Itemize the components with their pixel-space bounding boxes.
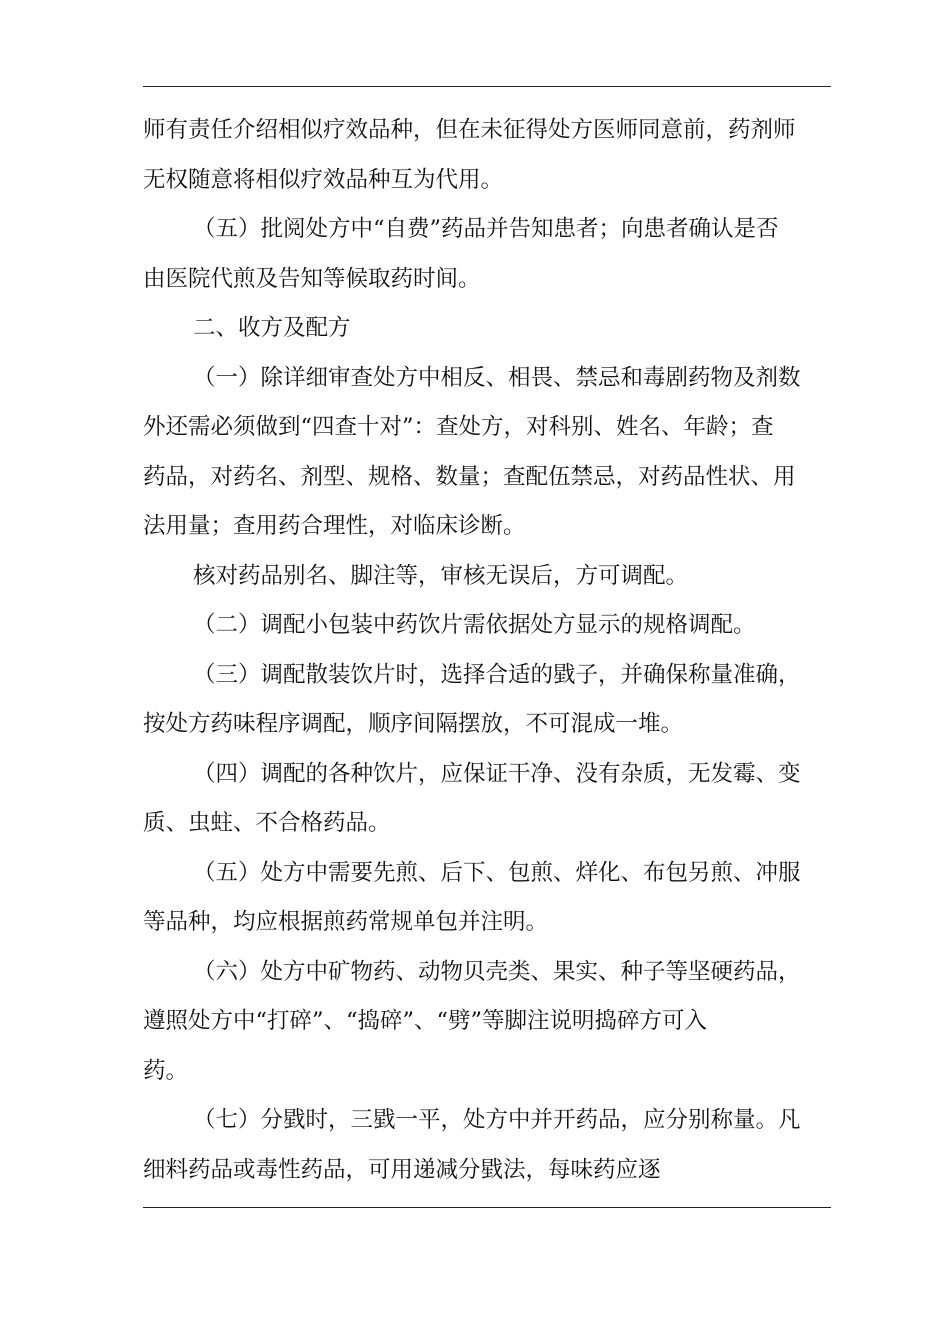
- document-body: [143, 106, 831, 1195]
- text-line: 药品，对药名、剂型、规格、数量；查配伍禁忌，对药品性状、用: [143, 463, 796, 490]
- text-line: （六）处方中矿物药、动物贝壳类、果实、种子等坚硬药品，: [193, 958, 801, 985]
- text-line: （五）批阅处方中“自费”药品并告知患者；向患者确认是否: [193, 216, 779, 242]
- text-line: 法用量；查用药合理性，对临床诊断。: [143, 513, 526, 539]
- paragraph-7: [143, 651, 831, 750]
- text-line: 无权随意将相似疗效品种互为代用。: [143, 166, 504, 193]
- paragraph-6: [143, 601, 831, 651]
- paragraph-8: [143, 750, 831, 849]
- text-line: （四）调配的各种饮片，应保证干净、没有杂质，无发霉、变: [193, 760, 801, 787]
- paragraph-1: [143, 106, 831, 205]
- text-line: 按处方药味程序调配，顺序间隔摆放，不可混成一堆。: [143, 711, 684, 737]
- paragraph-9: [143, 849, 831, 948]
- text-line: 等品种，均应根据煎药常规单包并注明。: [143, 909, 549, 935]
- paragraph-11: [143, 1096, 831, 1195]
- text-line: 细料药品或毒性药品，可用递减分戥法，每味药应逐: [143, 1156, 661, 1183]
- paragraph-10: [143, 948, 831, 1097]
- section-heading: [143, 304, 831, 354]
- text-line: 二、收方及配方: [193, 315, 351, 341]
- text-line: 质、虫蛀、不合格药品。: [143, 810, 391, 836]
- text-line: （五）处方中需要先煎、后下、包煎、烊化、布包另煎、冲服: [193, 859, 801, 886]
- text-line: （三）调配散装饮片时，选择合适的戥子，并确保称量准确，: [193, 661, 801, 688]
- header-rule: [143, 86, 831, 87]
- text-line: 遵照处方中“打碎”、“捣碎”、“劈”等脚注说明捣碎方可入: [143, 1008, 708, 1034]
- text-line: 药。: [143, 1057, 189, 1084]
- text-line: （一）除详细审查处方中相反、相畏、禁忌和毒剧药物及剂数: [193, 364, 801, 391]
- footer-rule: [143, 1207, 831, 1208]
- text-line: 核对药品别名、脚注等，审核无误后，方可调配。: [193, 562, 689, 589]
- text-line: 外还需必须做到“四查十对”：查处方，对科别、姓名、年龄；查: [143, 414, 774, 440]
- paragraph-2: [143, 205, 831, 304]
- text-line: （二）调配小包装中药饮片需依据处方显示的规格调配。: [193, 612, 756, 638]
- paragraph-4: [143, 354, 831, 552]
- text-line: （七）分戥时，三戥一平，处方中并开药品，应分别称量。凡: [193, 1107, 801, 1133]
- text-line: 由医院代煎及告知等候取药时间。: [143, 265, 481, 292]
- text-line: 师有责任介绍相似疗效品种，但在未征得处方医师同意前，药剂师: [143, 117, 796, 143]
- paragraph-5: [143, 552, 831, 602]
